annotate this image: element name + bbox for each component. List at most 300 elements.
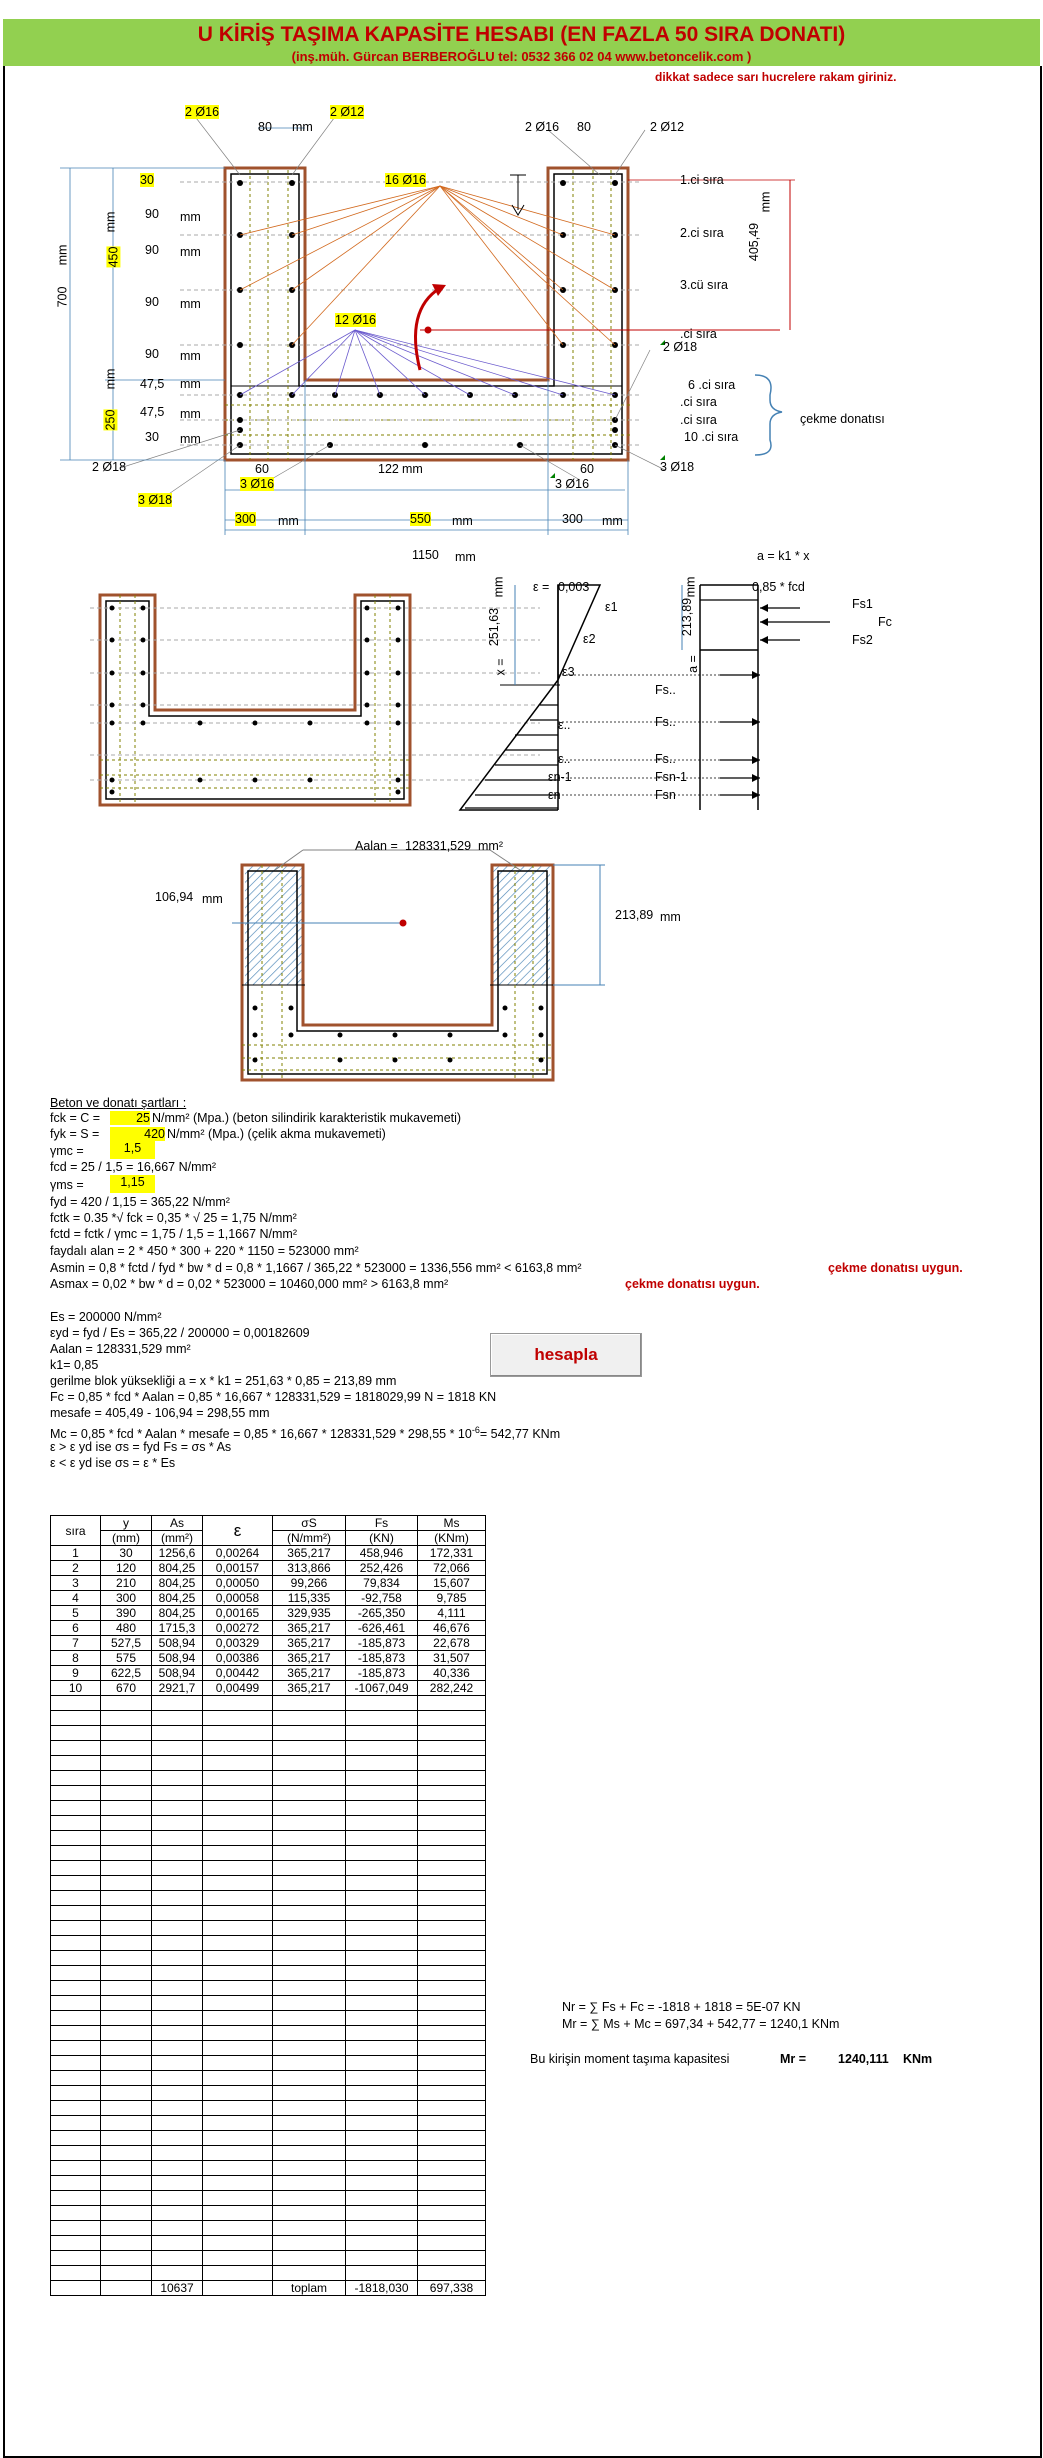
aalan-label: Aalan =	[355, 839, 398, 853]
table-cell: 282,242	[418, 1681, 486, 1696]
table-cell	[273, 1771, 346, 1786]
table-cell	[203, 2116, 273, 2131]
table-row	[51, 1801, 486, 1816]
table-cell	[418, 2116, 486, 2131]
table-cell	[418, 1696, 486, 1711]
table-cell: -185,873	[346, 1636, 418, 1651]
table-cell	[273, 2266, 346, 2281]
dim-700: 700	[55, 286, 70, 308]
table-row	[51, 1906, 486, 1921]
table-row	[51, 1651, 486, 1666]
table-cell	[418, 2101, 486, 2116]
table-cell	[152, 1696, 203, 1711]
table-cell	[51, 1951, 101, 1966]
table-cell	[418, 2071, 486, 2086]
table-cell	[203, 2221, 273, 2236]
table-cell	[203, 2161, 273, 2176]
label-3o18-right: 3 Ø18	[660, 460, 695, 474]
row-label-10: 10 .ci sıra	[684, 430, 739, 444]
table-cell	[346, 1816, 418, 1831]
table-row	[51, 1621, 486, 1636]
table-cell	[346, 2056, 418, 2071]
table-cell	[152, 1936, 203, 1951]
table-cell	[203, 1741, 273, 1756]
table-cell: 1715,3	[152, 1621, 203, 1636]
table-cell	[51, 2056, 101, 2071]
fc-line: Fc = 0,85 * fcd * Aalan = 0,85 * 16,667 * 128331,529 = 1818029,99 N = 1818 KN	[50, 1390, 497, 1404]
table-cell	[152, 2221, 203, 2236]
table-cell	[203, 1936, 273, 1951]
table-cell	[346, 1996, 418, 2011]
table-cell	[346, 2146, 418, 2161]
table-cell	[418, 1876, 486, 1891]
table-cell	[51, 2176, 101, 2191]
table-cell: 804,25	[152, 1591, 203, 1606]
table-cell	[203, 1831, 273, 1846]
label-a-val: 213,89	[680, 597, 695, 637]
table-cell	[152, 2131, 203, 2146]
table-cell	[273, 2086, 346, 2101]
table-cell	[51, 1936, 101, 1951]
dim-60-left: 60	[255, 462, 269, 476]
th-unit-sigma: (N/mm²)	[273, 1531, 346, 1546]
dim-mm-g: mm	[180, 432, 201, 446]
table-row	[51, 2251, 486, 2266]
label-x: x =	[493, 658, 508, 676]
aalan-value: 128331,529	[405, 839, 472, 853]
table-cell	[273, 1816, 346, 1831]
table-cell	[346, 2161, 418, 2176]
asmax-line: Asmax = 0,02 * bw * d = 0,02 * 523000 = 10460,000 mm² > 6163,8 mm²	[50, 1277, 449, 1291]
dim-300-left: 300	[235, 512, 256, 526]
table-cell	[346, 1891, 418, 1906]
table-body	[51, 1546, 486, 2296]
table-cell	[346, 1741, 418, 1756]
table-cell	[152, 1876, 203, 1891]
table-cell	[101, 1771, 152, 1786]
table-cell: -185,873	[346, 1651, 418, 1666]
th-unit-fs: (KN)	[346, 1531, 418, 1546]
table-cell	[101, 1936, 152, 1951]
table-cell	[273, 1861, 346, 1876]
table-cell	[101, 2176, 152, 2191]
table-row	[51, 2086, 486, 2101]
table-cell	[273, 1906, 346, 1921]
dim-mm-a: mm	[180, 210, 201, 224]
table-cell	[203, 2236, 273, 2251]
table-cell	[273, 2191, 346, 2206]
table-cell	[418, 2206, 486, 2221]
table-cell: 9	[51, 1666, 101, 1681]
table-cell	[273, 1936, 346, 1951]
table-row	[51, 2056, 486, 2071]
table-cell	[203, 2251, 273, 2266]
table-cell	[101, 2161, 152, 2176]
table-cell	[418, 1816, 486, 1831]
table-cell	[51, 2086, 101, 2101]
table-cell: 365,217	[273, 1621, 346, 1636]
table-cell: 6	[51, 1621, 101, 1636]
total-cell	[51, 2281, 101, 2296]
table-cell	[203, 2056, 273, 2071]
fck-input[interactable]: 25	[110, 1111, 150, 1125]
table-row	[51, 2041, 486, 2056]
table-row	[51, 1861, 486, 1876]
label-e2: ε2	[583, 632, 596, 646]
table-cell: -1067,049	[346, 1681, 418, 1696]
label-fsn: Fsn	[655, 788, 676, 802]
table-cell	[101, 2011, 152, 2026]
table-cell	[51, 2251, 101, 2266]
label-2o18-left-text: 2 Ø18	[92, 460, 127, 474]
table-cell	[273, 2161, 346, 2176]
table-cell: 7	[51, 1636, 101, 1651]
table-cell: 4,111	[418, 1606, 486, 1621]
table-cell: 79,834	[346, 1576, 418, 1591]
th-unit-y: (mm)	[101, 1531, 152, 1546]
table-cell: 365,217	[273, 1666, 346, 1681]
table-cell	[101, 1696, 152, 1711]
table-row	[51, 1786, 486, 1801]
table-cell	[346, 2206, 418, 2221]
hesapla-button[interactable]: hesapla	[490, 1333, 642, 1377]
table-cell: 120	[101, 1561, 152, 1576]
table-cell	[101, 1981, 152, 1996]
table-row	[51, 1696, 486, 1711]
table-cell	[346, 1951, 418, 1966]
table-cell	[273, 2251, 346, 2266]
results-table	[50, 1515, 486, 2296]
table-cell: -185,873	[346, 1666, 418, 1681]
fyk-input[interactable]: 420	[110, 1127, 165, 1141]
dim-90-b: 90	[145, 243, 159, 257]
table-cell	[152, 2011, 203, 2026]
table-cell	[51, 2206, 101, 2221]
table-cell: 22,678	[418, 1636, 486, 1651]
table-cell	[101, 2116, 152, 2131]
table-cell	[101, 2266, 152, 2281]
dim-1150: 1150	[412, 548, 439, 562]
label-2o12-right: 2 Ø12	[650, 120, 685, 134]
dim-450: 450	[106, 246, 121, 268]
table-cell	[51, 1846, 101, 1861]
fctk-line: fctk = 0.35 *√ fck = 0,35 * √ 25 = 1,75 N/mm²	[50, 1211, 297, 1225]
table-row	[51, 1981, 486, 1996]
table-cell	[273, 2146, 346, 2161]
table-cell	[51, 2116, 101, 2131]
label-fsn1: Fsn-1	[655, 770, 687, 784]
table-row	[51, 2011, 486, 2026]
table-cell	[51, 2071, 101, 2086]
table-cell	[152, 1726, 203, 1741]
total-cell: toplam	[273, 2281, 346, 2296]
table-row	[51, 1561, 486, 1576]
table-cell	[418, 2236, 486, 2251]
label-es2: ε..	[558, 752, 571, 766]
th-sira: sıra	[51, 1516, 101, 1546]
table-cell	[346, 2236, 418, 2251]
table-cell	[152, 1741, 203, 1756]
dim-80-left: 80	[258, 120, 272, 134]
th-y: y	[101, 1516, 152, 1531]
label-16o16: 16 Ø16	[385, 173, 427, 187]
table-cell	[273, 2131, 346, 2146]
table-cell: 9,785	[418, 1591, 486, 1606]
mr-line: Mr = ∑ Ms + Mc = 697,34 + 542,77 = 1240,1 KNm	[562, 2017, 840, 2031]
label-3o18-left: 3 Ø18	[138, 493, 173, 507]
th-fs: Fs	[346, 1516, 418, 1531]
dim-mm-122: mm	[402, 462, 423, 476]
table-cell: 0,00050	[203, 1576, 273, 1591]
table-cell	[152, 2176, 203, 2191]
table-header-row	[51, 1516, 486, 1531]
table-cell: 2	[51, 1561, 101, 1576]
dim-250: 250	[103, 409, 118, 431]
table-cell	[203, 2176, 273, 2191]
dim-47-a: 47,5	[140, 377, 165, 391]
gmc-label: γmc =	[50, 1144, 84, 1158]
table-cell	[101, 1966, 152, 1981]
table-cell	[152, 1906, 203, 1921]
dim-mm-450: mm	[103, 211, 118, 233]
table-total-row	[51, 2281, 486, 2296]
table-cell	[51, 2041, 101, 2056]
table-cell	[346, 1846, 418, 1861]
table-cell: 804,25	[152, 1576, 203, 1591]
table-cell	[418, 1891, 486, 1906]
table-cell	[101, 1786, 152, 1801]
total-cell: -1818,030	[346, 2281, 418, 2296]
th-eps: ε	[203, 1516, 273, 1546]
table-cell: 804,25	[152, 1606, 203, 1621]
table-cell	[418, 2176, 486, 2191]
table-cell	[418, 1786, 486, 1801]
table-cell	[101, 1891, 152, 1906]
dim-213: 213,89	[615, 908, 654, 922]
label-2o12-left: 2 Ø12	[330, 105, 365, 119]
table-cell	[152, 1921, 203, 1936]
table-cell	[418, 1996, 486, 2011]
dim-mm-300r: mm	[602, 514, 623, 528]
table-row	[51, 1741, 486, 1756]
table-cell: 115,335	[273, 1591, 346, 1606]
table-row	[51, 1891, 486, 1906]
dim-30-top: 30	[140, 173, 154, 187]
table-cell: 508,94	[152, 1636, 203, 1651]
table-cell	[203, 2266, 273, 2281]
gms-input[interactable]: 1,15	[110, 1175, 155, 1193]
table-cell	[203, 1771, 273, 1786]
table-cell	[51, 1741, 101, 1756]
table-cell	[203, 1726, 273, 1741]
table-cell	[203, 1891, 273, 1906]
label-fs-c: Fs..	[655, 752, 676, 766]
table-cell	[152, 2041, 203, 2056]
table-cell: 30	[101, 1546, 152, 1561]
table-cell	[273, 1711, 346, 1726]
table-cell	[101, 1951, 152, 1966]
table-cell	[51, 2011, 101, 2026]
table-cell: -265,350	[346, 1606, 418, 1621]
table-row	[51, 1921, 486, 1936]
table-cell	[273, 1981, 346, 1996]
dim-405: 405,49	[747, 222, 762, 262]
table-cell	[418, 2266, 486, 2281]
table-cell	[273, 2206, 346, 2221]
table-cell	[51, 2221, 101, 2236]
dim-47-b: 47,5	[140, 405, 165, 419]
table-cell	[51, 2161, 101, 2176]
table-cell	[101, 2056, 152, 2071]
table-cell	[203, 2086, 273, 2101]
table-cell	[101, 2191, 152, 2206]
table-cell	[273, 1696, 346, 1711]
table-cell: 508,94	[152, 1666, 203, 1681]
table-row	[51, 1951, 486, 1966]
table-cell	[152, 2146, 203, 2161]
table-cell: 15,607	[418, 1576, 486, 1591]
table-cell: 329,935	[273, 1606, 346, 1621]
table-cell: 365,217	[273, 1681, 346, 1696]
table-cell: 365,217	[273, 1546, 346, 1561]
dim-mm-d: mm	[180, 349, 201, 363]
table-cell	[152, 1756, 203, 1771]
table-cell	[152, 2236, 203, 2251]
table-cell	[101, 2146, 152, 2161]
table-cell	[418, 2251, 486, 2266]
table-cell	[152, 2101, 203, 2116]
table-row	[51, 1756, 486, 1771]
table-cell	[101, 1741, 152, 1756]
dim-90-d: 90	[145, 347, 159, 361]
table-cell: 804,25	[152, 1561, 203, 1576]
table-cell	[152, 2161, 203, 2176]
table-cell	[203, 2026, 273, 2041]
table-cell	[346, 2041, 418, 2056]
table-cell	[346, 1921, 418, 1936]
table-cell: 313,866	[273, 1561, 346, 1576]
table-cell	[152, 2191, 203, 2206]
th-ms: Ms	[418, 1516, 486, 1531]
mc-exponent: -6	[471, 1425, 480, 1435]
table-cell	[418, 2011, 486, 2026]
table-cell	[418, 1801, 486, 1816]
table-cell	[152, 1966, 203, 1981]
table-cell	[203, 1951, 273, 1966]
table-cell	[152, 1981, 203, 1996]
table-cell	[51, 1906, 101, 1921]
table-cell: 31,507	[418, 1651, 486, 1666]
table-cell	[152, 1846, 203, 1861]
row-label-6: 6 .ci sıra	[688, 378, 736, 392]
table-cell	[273, 2041, 346, 2056]
table-cell	[51, 2101, 101, 2116]
table-cell	[101, 2206, 152, 2221]
table-cell	[51, 1891, 101, 1906]
aalan-unit: mm²	[478, 839, 503, 853]
table-cell	[101, 2131, 152, 2146]
table-cell	[273, 2116, 346, 2131]
fck-desc: N/mm² (Mpa.) (beton silindirik karakteristik mukavemeti)	[152, 1111, 462, 1125]
table-cell	[418, 1711, 486, 1726]
row-label-3: 3.cü sıra	[680, 278, 728, 292]
label-fs1: Fs1	[852, 597, 873, 611]
table-cell	[51, 1801, 101, 1816]
table-cell	[346, 1876, 418, 1891]
gerilme-line: gerilme blok yüksekliği a = x * k1 = 251,63 * 0,85 = 213,89 mm	[50, 1374, 397, 1388]
row-label-2: 2.ci sıra	[680, 226, 724, 240]
table-row	[51, 2176, 486, 2191]
table-row	[51, 1546, 486, 1561]
table-cell	[152, 1996, 203, 2011]
table-cell: 210	[101, 1576, 152, 1591]
table-cell	[418, 1906, 486, 1921]
label-2o16-right: 2 Ø16	[525, 120, 560, 134]
table-cell	[152, 1771, 203, 1786]
total-cell: 10637	[152, 2281, 203, 2296]
table-cell	[152, 1861, 203, 1876]
table-cell: 1	[51, 1546, 101, 1561]
gmc-input[interactable]: 1,5	[110, 1141, 155, 1159]
table-cell	[418, 2056, 486, 2071]
table-cell	[203, 2071, 273, 2086]
table-row	[51, 2221, 486, 2236]
label-fs-a: Fs..	[655, 683, 676, 697]
table-cell: 40,336	[418, 1666, 486, 1681]
th-unit-ms: (KNm)	[418, 1531, 486, 1546]
table-cell	[273, 2176, 346, 2191]
table-cell	[203, 1696, 273, 1711]
table-cell	[101, 1726, 152, 1741]
table-cell	[51, 2146, 101, 2161]
table-cell	[346, 1786, 418, 1801]
th-as: As	[152, 1516, 203, 1531]
table-cell	[203, 1786, 273, 1801]
table-cell	[418, 2041, 486, 2056]
table-cell	[273, 1726, 346, 1741]
faydali-line: faydalı alan = 2 * 450 * 300 + 220 * 1150 = 523000 mm²	[50, 1244, 359, 1258]
table-cell: -626,461	[346, 1621, 418, 1636]
dim-550: 550	[410, 512, 431, 526]
table-cell	[346, 1711, 418, 1726]
table-row	[51, 1816, 486, 1831]
warning-text: dikkat sadece sarı hucrelere rakam giriniz.	[655, 70, 897, 84]
dim-122: 122	[378, 462, 399, 476]
table-cell	[203, 2146, 273, 2161]
table-cell: 0,00165	[203, 1606, 273, 1621]
table-row	[51, 1996, 486, 2011]
table-cell	[418, 2191, 486, 2206]
total-cell: 697,338	[418, 2281, 486, 2296]
table-row	[51, 2026, 486, 2041]
table-cell	[51, 2236, 101, 2251]
k1-line: k1= 0,85	[50, 1358, 99, 1372]
table-cell	[152, 2071, 203, 2086]
table-cell	[346, 2101, 418, 2116]
dim-60-right: 60	[580, 462, 594, 476]
table-cell: 527,5	[101, 1636, 152, 1651]
table-cell	[418, 1831, 486, 1846]
table-cell: 390	[101, 1606, 152, 1621]
table-cell	[273, 1891, 346, 1906]
dim-213-mm: mm	[660, 910, 681, 924]
table-cell	[203, 1816, 273, 1831]
table-cell	[51, 2131, 101, 2146]
label-2o18-right-top: 2 Ø18	[663, 340, 698, 354]
table-cell: 0,00058	[203, 1591, 273, 1606]
table-row	[51, 1606, 486, 1621]
dim-300-right: 300	[562, 512, 583, 526]
